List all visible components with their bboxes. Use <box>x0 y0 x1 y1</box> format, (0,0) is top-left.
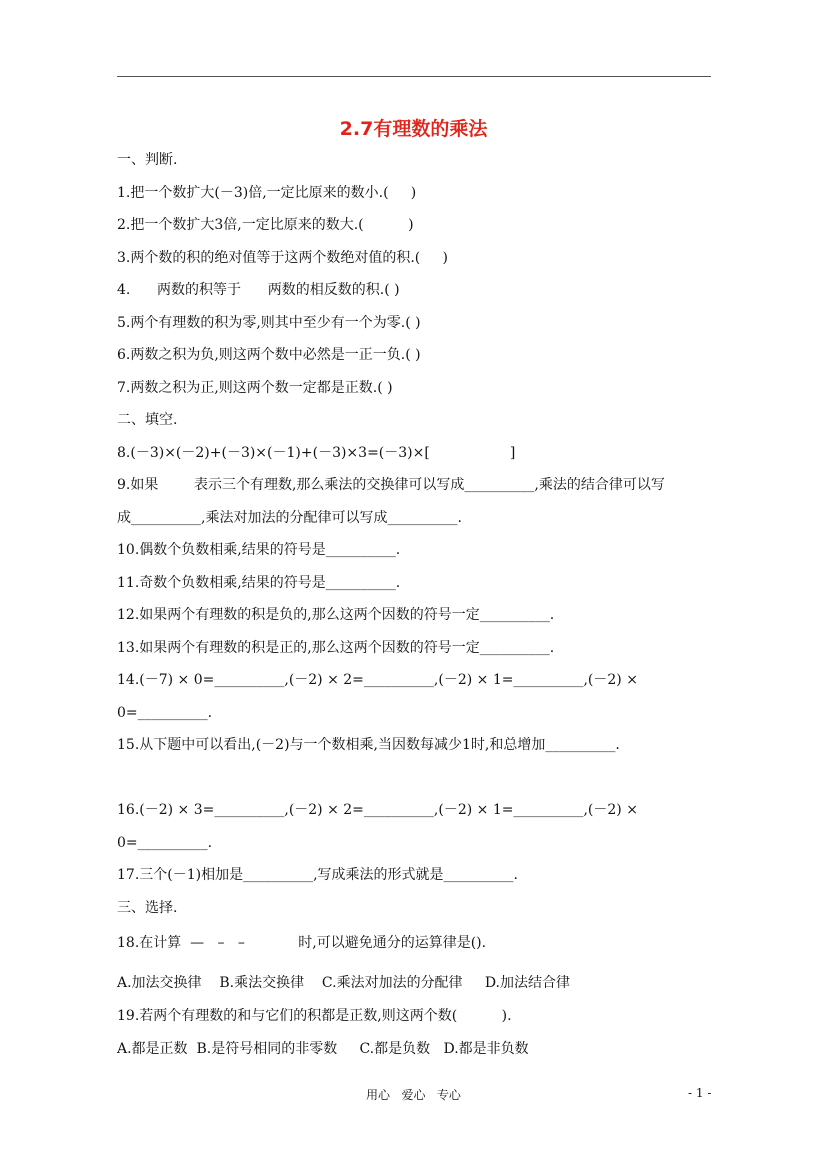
question-12: 12.如果两个有理数的积是负的,那么这两个因数的符号一定__________. <box>117 607 555 623</box>
header-rule <box>117 76 711 77</box>
question-11: 11.奇数个负数相乘,结果的符号是__________. <box>117 575 401 591</box>
question-14-cont: 0=__________. <box>117 705 213 721</box>
question-3: 3.两个数的积的绝对值等于这两个数绝对值的积.( ) <box>117 250 448 266</box>
question-6: 6.两数之积为负,则这两个数中必然是一正一负.( ) <box>117 347 421 363</box>
question-16-cont: 0=__________. <box>117 835 213 851</box>
question-8: 8.(－3)×(－2)+(－3)×(－1)+(－3)×3=(－3)×[ ] <box>117 445 516 461</box>
question-18: 18.在计算 — – – 时,可以避免通分的运算律是(). <box>117 935 487 951</box>
question-5: 5.两个有理数的积为零,则其中至少有一个为零.( ) <box>117 315 421 331</box>
question-16: 16.(－2) × 3=__________,(－2) × 2=__________,(－2) × 1=__________,(－2) × <box>117 802 638 818</box>
question-9-cont: 成__________,乘法对加法的分配律可以写成__________. <box>117 510 462 526</box>
section-heading-fill: 二、填空. <box>117 412 178 428</box>
page-footer: 用心 爱心 专心 <box>366 1088 461 1102</box>
question-4: 4. 两数的积等于 两数的相反数的积.( ) <box>117 282 400 298</box>
question-18-options: A.加法交换律 B.乘法交换律 C.乘法对加法的分配律 D.加法结合律 <box>117 975 570 991</box>
question-17: 17.三个(－1)相加是__________,写成乘法的形式就是__________. <box>117 867 518 883</box>
question-9: 9.如果 表示三个有理数,那么乘法的交换律可以写成__________,乘法的结合律可以写 <box>117 477 665 493</box>
page-title: 2.7有理数的乘法 <box>339 118 488 140</box>
question-14: 14.(－7) × 0=__________,(－2) × 2=__________,(－2) × 1=__________,(－2) × <box>117 672 638 688</box>
question-19-options: A.都是正数 B.是符号相同的非零数 C.都是负数 D.都是非负数 <box>117 1041 529 1057</box>
section-heading-choice: 三、选择. <box>117 900 178 916</box>
question-13: 13.如果两个有理数的积是正的,那么这两个因数的符号一定__________. <box>117 640 555 656</box>
question-2: 2.把一个数扩大3倍,一定比原来的数大.( ) <box>117 217 414 233</box>
page-number: - 1 - <box>688 1086 712 1100</box>
question-1: 1.把一个数扩大(－3)倍,一定比原来的数小.( ) <box>117 185 417 201</box>
question-19: 19.若两个有理数的和与它们的积都是正数,则这两个数( ). <box>117 1008 512 1024</box>
question-10: 10.偶数个负数相乘,结果的符号是__________. <box>117 542 401 558</box>
question-7: 7.两数之积为正,则这两个数一定都是正数.( ) <box>117 380 393 396</box>
section-heading-judge: 一、判断. <box>117 152 178 168</box>
question-15: 15.从下题中可以看出,(－2)与一个数相乘,当因数每减少1时,和总增加__________. <box>117 737 620 753</box>
